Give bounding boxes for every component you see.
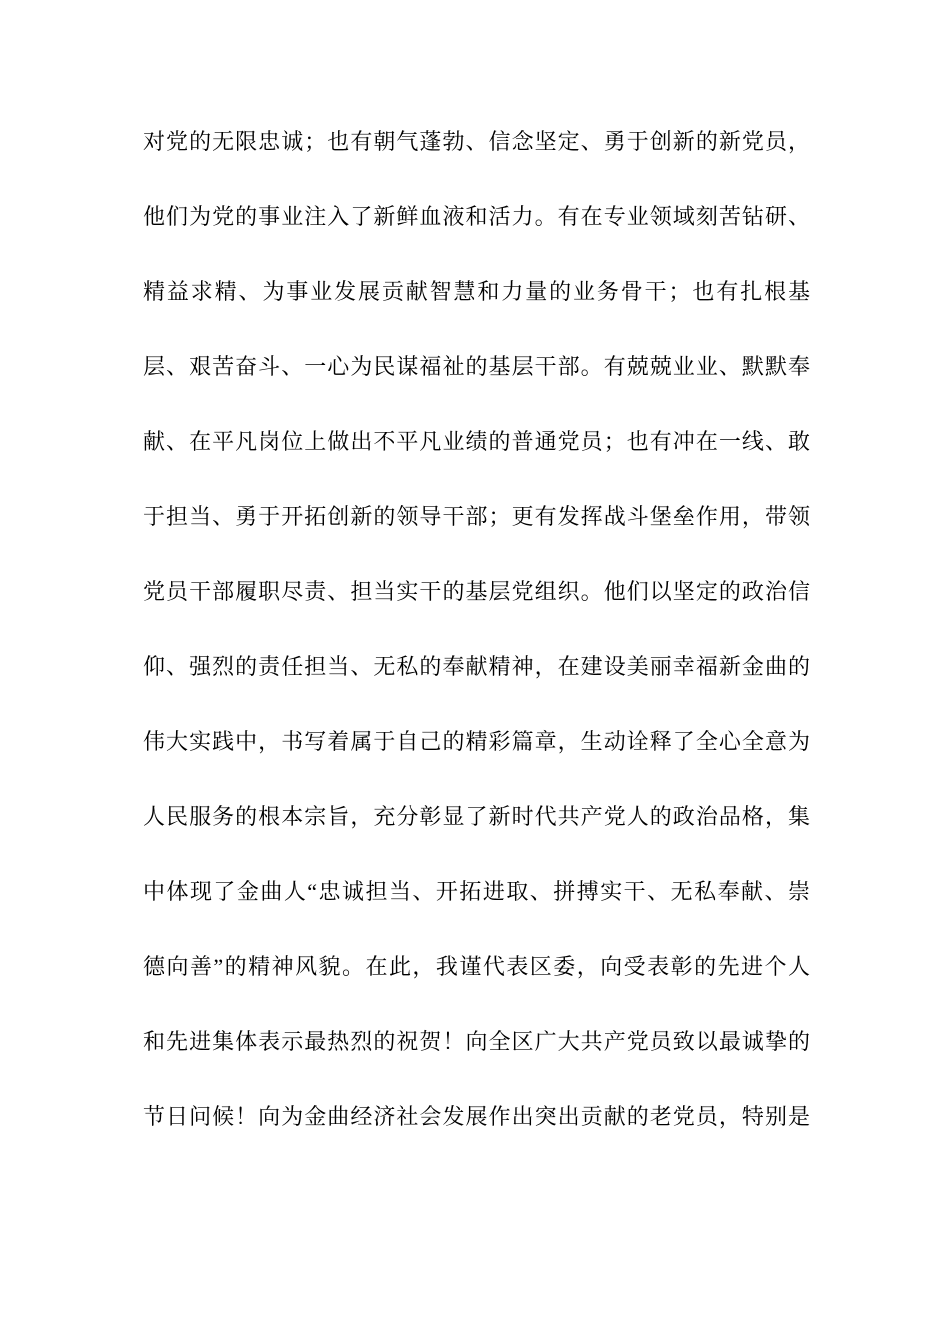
text-line: 中体现了金曲人“忠诚担当、开拓进取、拼搏实干、无私奉献、崇 [143, 879, 811, 904]
text-line: 于担当、勇于开拓创新的领导干部；更有发挥战斗堡垒作用，带领 [143, 504, 811, 529]
paragraph-body [143, 104, 811, 1154]
text-line: 精益求精、为事业发展贡献智慧和力量的业务骨干；也有扎根基 [143, 279, 811, 304]
text-line: 仰、强烈的责任担当、无私的奉献精神，在建设美丽幸福新金曲的 [143, 654, 811, 679]
text-line: 对党的无限忠诚；也有朝气蓬勃、信念坚定、勇于创新的新党员， [143, 129, 811, 154]
text-line: 献、在平凡岗位上做出不平凡业绩的普通党员；也有冲在一线、敢 [143, 429, 811, 454]
text-line: 层、艰苦奋斗、一心为民谋福祉的基层干部。有兢兢业业、默默奉 [143, 354, 811, 379]
text-line: 伟大实践中，书写着属于自己的精彩篇章，生动诠释了全心全意为 [143, 729, 811, 754]
text-line: 他们为党的事业注入了新鲜血液和活力。有在专业领域刻苦钻研、 [143, 204, 811, 229]
text-line: 人民服务的根本宗旨，充分彰显了新时代共产党人的政治品格，集 [143, 804, 811, 829]
text-line: 节日问候！向为金曲经济社会发展作出突出贡献的老党员，特别是 [143, 1104, 811, 1129]
text-line: 和先进集体表示最热烈的祝贺！向全区广大共产党员致以最诚挚的 [143, 1029, 811, 1054]
text-line: 党员干部履职尽责、担当实干的基层党组织。他们以坚定的政治信 [143, 579, 811, 604]
text-line: 德向善”的精神风貌。在此，我谨代表区委，向受表彰的先进个人 [143, 954, 811, 979]
